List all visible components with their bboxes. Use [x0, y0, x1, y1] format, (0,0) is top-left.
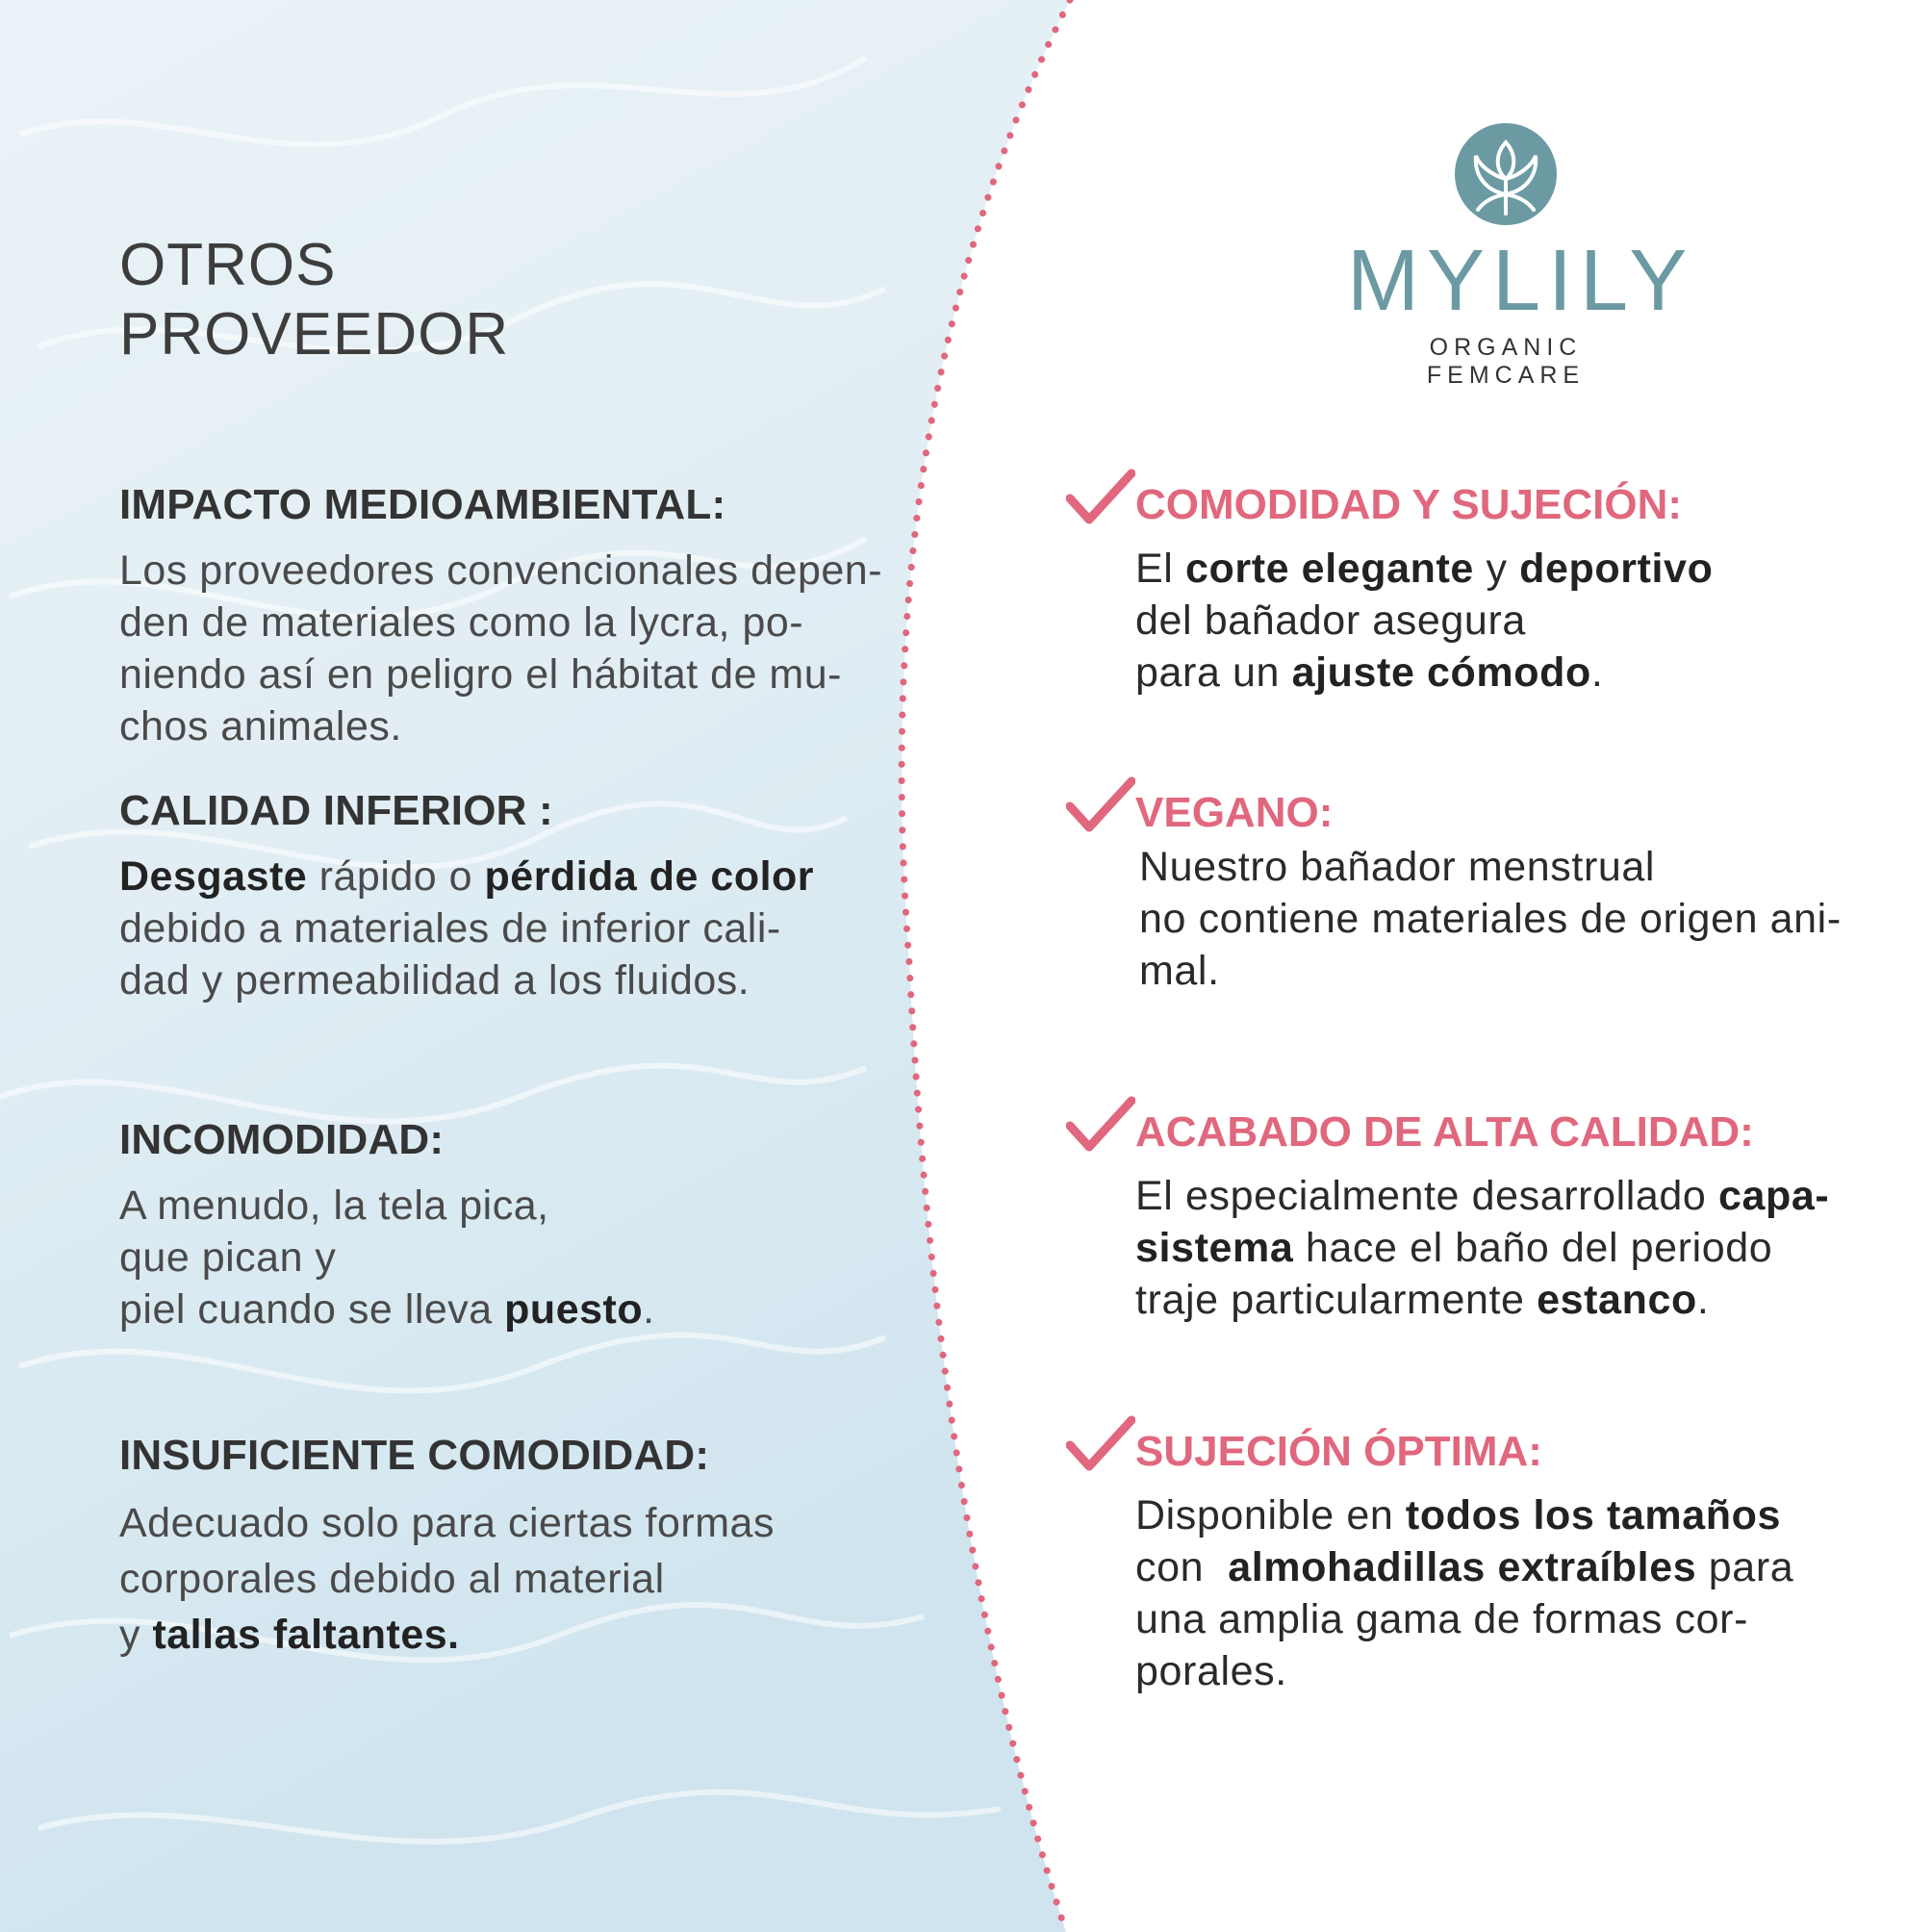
body-line: del bañador asegura	[1135, 597, 1526, 644]
vegan-section	[1066, 789, 1913, 997]
body-line: dad y permeabilidad a los fluidos.	[119, 957, 750, 1004]
heading-line-1: OTROS	[119, 232, 337, 298]
heading-line-2: PROVEEDOR	[119, 301, 510, 368]
body-line: y tallas faltantes.	[119, 1612, 460, 1658]
quality-section	[119, 787, 928, 1006]
brand-tagline: ORGANIC FEMCARE	[1426, 334, 1586, 389]
section-body	[119, 545, 928, 752]
section-title: INSUFICIENTE COMODIDAD:	[119, 1432, 710, 1479]
section-title: ACABADO DE ALTA CALIDAD:	[1135, 1108, 1754, 1156]
section-body	[1135, 1170, 1932, 1326]
brand-logo	[1347, 121, 1695, 390]
discomfort-section	[119, 1116, 928, 1335]
body-line: Desgaste rápido o pérdida de color	[119, 853, 815, 900]
body-line: Los proveedores convencionales depen-	[119, 547, 883, 594]
body-line: con almohadillas extraíbles para	[1135, 1544, 1794, 1590]
body-line: sistema hace el baño del periodo	[1135, 1225, 1773, 1271]
section-body	[1135, 543, 1932, 699]
body-line: corporales debido al material	[119, 1556, 665, 1602]
optimal-support-section	[1066, 1428, 1913, 1697]
body-line: Adecuado solo para ciertas formas	[119, 1500, 775, 1546]
body-line: Nuestro bañador menstrual	[1139, 844, 1656, 890]
body-line: porales.	[1135, 1648, 1287, 1694]
competitor-heading	[119, 231, 509, 369]
high-quality-finish-section	[1066, 1108, 1913, 1326]
section-body	[1139, 841, 1932, 997]
checkmark-icon	[1066, 775, 1135, 835]
checkmark-icon	[1066, 468, 1135, 527]
brand-name: MYLILY	[1347, 233, 1695, 329]
section-title: SUJECIÓN ÓPTIMA:	[1135, 1428, 1542, 1475]
body-line: traje particularmente estanco.	[1135, 1277, 1710, 1323]
section-title: INCOMODIDAD:	[119, 1116, 445, 1163]
body-line: El especialmente desarrollado capa-	[1135, 1173, 1830, 1219]
checkmark-icon	[1066, 1095, 1135, 1155]
body-line: una amplia gama de formas cor-	[1135, 1596, 1749, 1642]
section-title: CALIDAD INFERIOR :	[119, 787, 553, 834]
body-line: den de materiales como la lycra, po-	[119, 599, 804, 646]
body-line: chos animales.	[119, 703, 402, 750]
section-body	[1135, 1489, 1932, 1697]
section-title: VEGANO:	[1135, 789, 1334, 836]
body-line: El corte elegante y deportivo	[1135, 546, 1714, 592]
impact-section	[119, 481, 928, 752]
section-body	[119, 851, 928, 1006]
section-body	[119, 1495, 928, 1663]
body-line: mal.	[1139, 948, 1220, 994]
body-line: Disponible en todos los tamaños	[1135, 1492, 1782, 1538]
body-line: debido a materiales de inferior cali-	[119, 905, 781, 952]
body-line: piel cuando se lleva puesto.	[119, 1286, 655, 1333]
checkmark-icon	[1066, 1414, 1135, 1474]
insufficient-comfort-section	[119, 1432, 928, 1663]
section-title: COMODIDAD Y SUJECIÓN:	[1135, 481, 1683, 528]
comfort-section	[1066, 481, 1913, 699]
body-line: para un ajuste cómodo.	[1135, 649, 1604, 696]
lotus-icon	[1453, 121, 1559, 227]
section-title: IMPACTO MEDIOAMBIENTAL:	[119, 481, 726, 528]
body-line: A menudo, la tela pica,	[119, 1182, 549, 1229]
body-line: que pican y	[119, 1234, 337, 1281]
section-body	[119, 1180, 928, 1335]
body-line: niendo así en peligro el hábitat de mu-	[119, 651, 842, 698]
body-line: no contiene materiales de origen ani-	[1139, 896, 1842, 942]
